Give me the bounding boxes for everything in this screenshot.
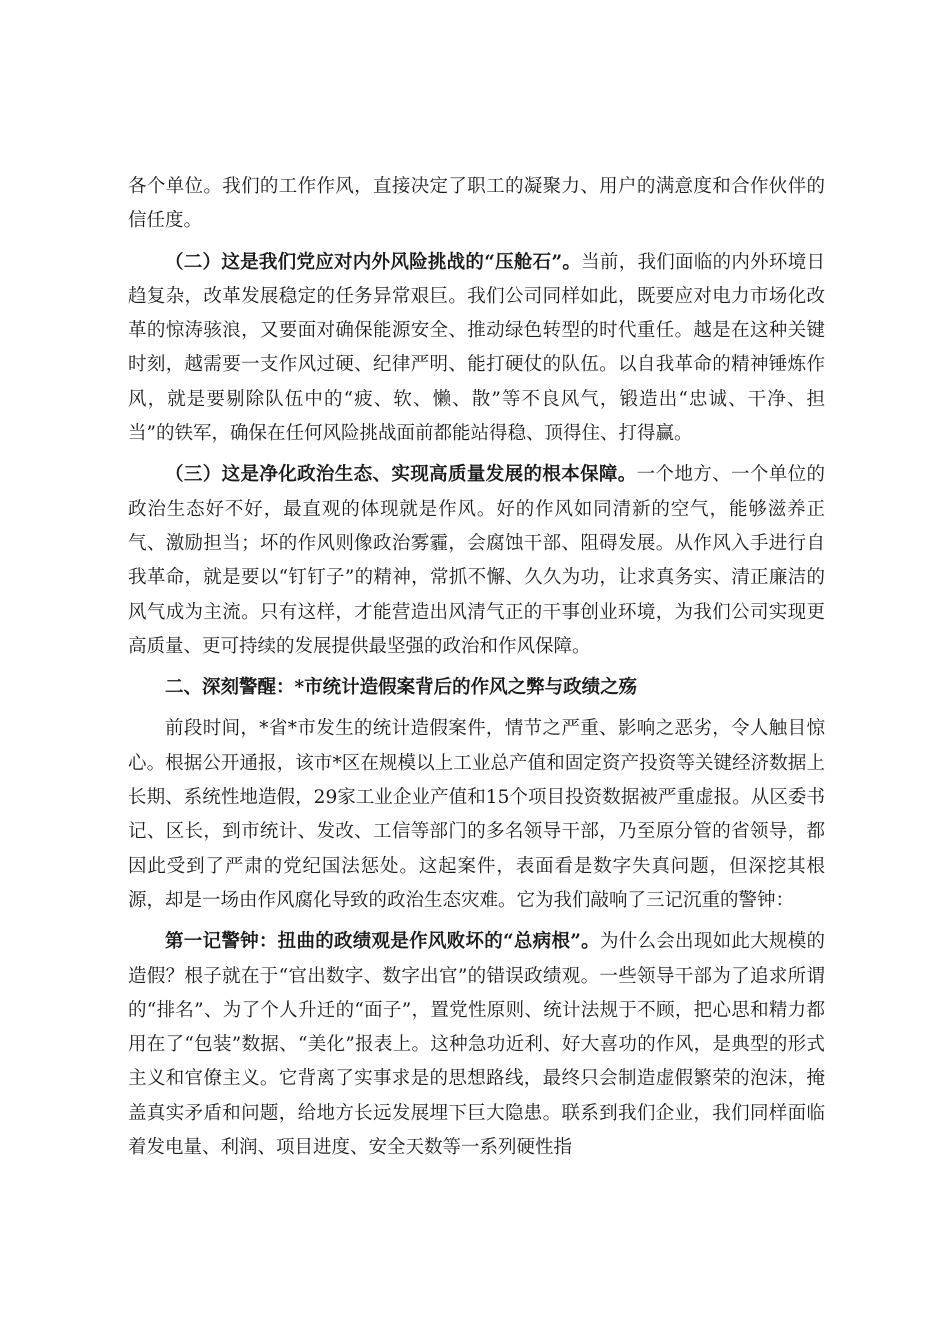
paragraph-6-text: 为什么会出现如此大规模的造假？根子就在于“官出数字、数字出官”的错误政绩观。一些领导干部为了追求所谓的“排名”、为了个人升迁的“面子”，置党性原则、统计法规于不顾，把心思和精力都用在了“包装”数据、“美化”报表上。这种急功近利、好大喜功的作风，是典型的形式主义和官僚主义。它背离了实事求是的思想路线，最终只会制造虚假繁荣的泡沫，掩盖真实矛盾和问题，给地方长远发展埋下巨大隐患。联系到我们企业，我们同样面临着发电量、利润、项目进度、安全天数等一系列硬性指 <box>128 931 825 1159</box>
paragraph-2-lead: （二）这是我们党应对内外风险挑战的“压舱石”。 <box>165 251 582 273</box>
paragraph-3-text: 一个地方、一个单位的政治生态好不好，最直观的体现就是作风。好的作风如同清新的空气，能够滋养正气、激励担当；坏的作风则像政治雾霾，会腐蚀干部、阻碍发展。从作风入手进行自我革命，就是要以“钉钉子”的精神，常抓不懈、久久为功，让求真务实、清正廉洁的风气成为主流。只有这样，才能营造出风清气正的干事创业环境，为我们公司实现更高质量、更可持续的发展提供最坚强的政治和作风保障。 <box>128 464 825 657</box>
paragraph-1-text: 各个单位。我们的工作作风，直接决定了职工的凝聚力、用户的满意度和合作伙伴的信任度。 <box>128 176 825 232</box>
paragraph-6 <box>128 925 825 1165</box>
section-heading-text: 二、深刻警醒：*市统计造假案背后的作风之弊与政绩之殇 <box>165 677 638 699</box>
paragraph-3 <box>128 458 825 664</box>
paragraph-6-lead: 第一记警钟：扭曲的政绩观是作风败坏的“总病根”。 <box>165 931 600 953</box>
section-heading <box>128 671 825 705</box>
paragraph-5-text: 前段时间，*省*市发生的统计造假案件，情节之严重、影响之恶劣，令人触目惊心。根据公开通报，该市*区在规模以上工业总产值和固定资产投资等关键经济数据上长期、系统性地造假，29家工业企业产值和15个项目投资数据被严重虚报。从区委书记、区长，到市统计、发改、工信等部门的多名领导干部，乃至原分管的省领导，都因此受到了严肃的党纪国法惩处。这起案件，表面看是数字失真问题，但深挖其根源，却是一场由作风腐化导致的政治生态灾难。它为我们敲响了三记沉重的警钟： <box>128 718 825 911</box>
paragraph-2 <box>128 246 825 452</box>
paragraph-1 <box>128 170 825 239</box>
document-page <box>128 170 825 1172</box>
paragraph-2-text: 当前，我们面临的内外环境日趋复杂，改革发展稳定的任务异常艰巨。我们公司同样如此，既要应对电力市场化改革的惊涛骇浪，又要面对确保能源安全、推动绿色转型的时代重任。越是在这种关键时刻，越需要一支作风过硬、纪律严明、能打硬仗的队伍。以自我革命的精神锤炼作风，就是要剔除队伍中的“疲、软、懒、散”等不良风气，锻造出“忠诚、干净、担当”的铁军，确保在任何风险挑战面前都能站得稳、顶得住、打得赢。 <box>128 251 825 445</box>
paragraph-3-lead: （三）这是净化政治生态、实现高质量发展的根本保障。 <box>165 464 637 486</box>
paragraph-5 <box>128 712 825 918</box>
